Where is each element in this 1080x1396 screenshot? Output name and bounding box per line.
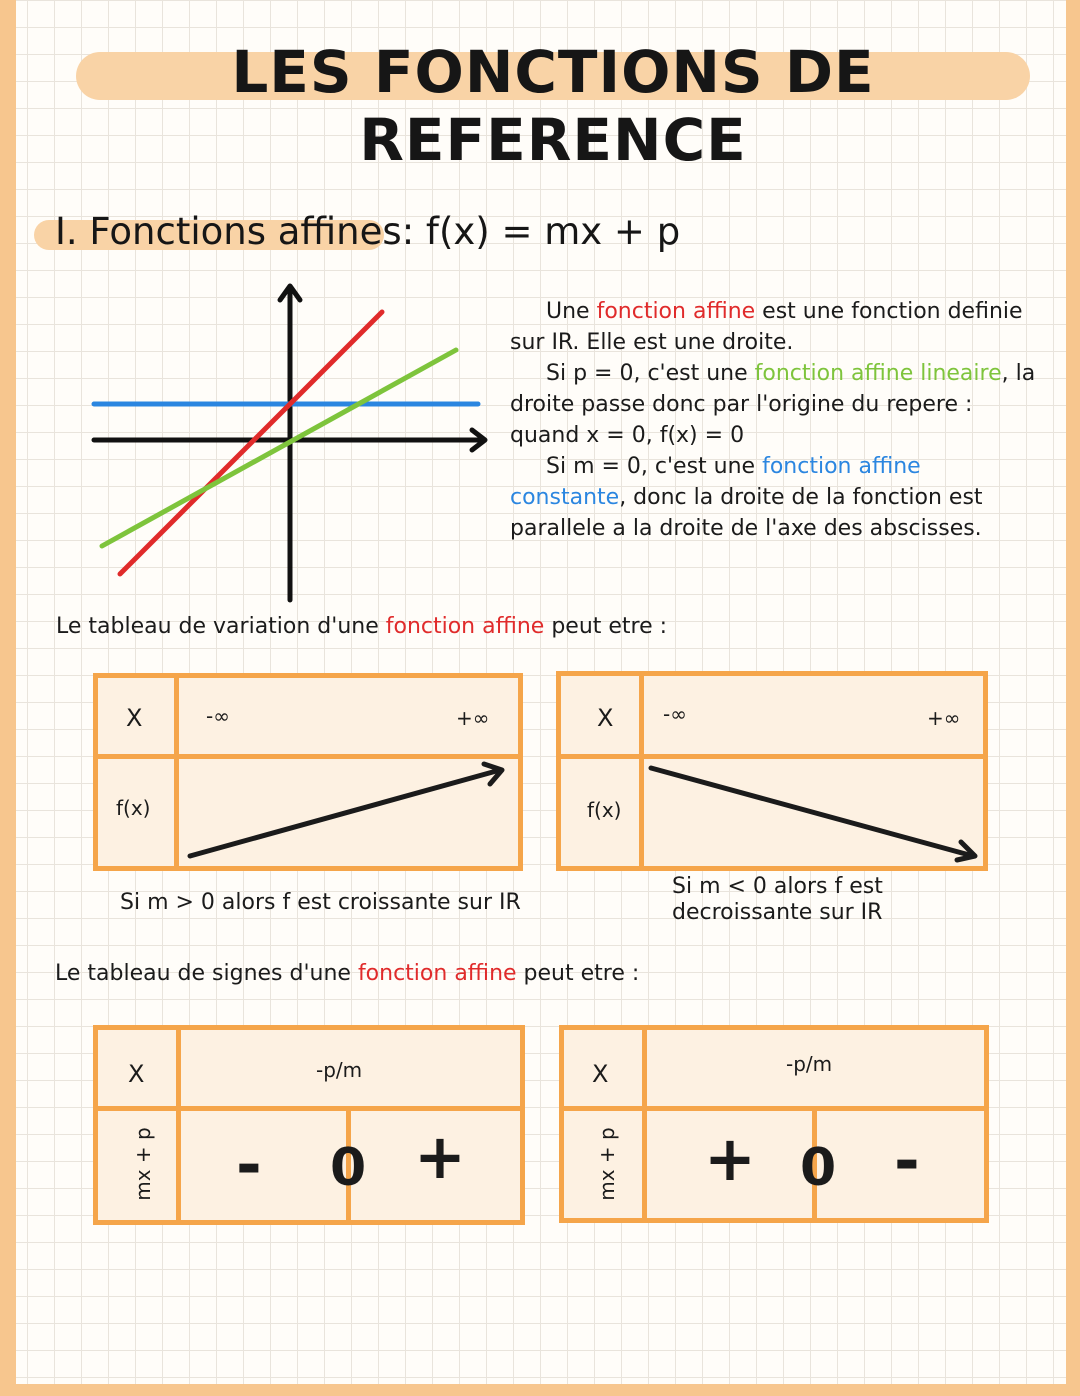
description <box>510 296 1040 544</box>
page-title: LES FONCTIONS DE REFERENCE <box>231 38 875 174</box>
x-label: X <box>126 704 143 732</box>
fx-label: f(x) <box>587 798 622 822</box>
sign-table-positive-slope <box>93 1025 525 1225</box>
row-label: mx + p <box>594 1127 619 1201</box>
variation-lead: Le tableau de variation d'une fonction affine peut etre : <box>56 614 668 639</box>
variation-table-decreasing <box>556 671 988 871</box>
sign-lead: Le tableau de signes d'une fonction affine peut etre : <box>55 961 640 986</box>
x-label: X <box>128 1060 145 1088</box>
section-title: I. Fonctions affines <box>55 210 402 253</box>
description-paragraph-3: Si m = 0, c'est une fonction affine constante, donc la droite de la fonction est parallele a la droite de l'axe des abscisses. <box>510 454 983 541</box>
zero-value: 0 <box>330 1138 367 1198</box>
minus-infinity: -∞ <box>206 704 230 728</box>
x-label: X <box>592 1060 609 1088</box>
variation-table-increasing <box>93 673 523 871</box>
minus-sign: - <box>894 1124 920 1197</box>
root-label: -p/m <box>786 1052 833 1076</box>
plus-infinity: +∞ <box>927 706 961 730</box>
zero-value: 0 <box>800 1138 837 1198</box>
term-fonction-constante: fonction affine constante <box>510 454 921 510</box>
minus-infinity: -∞ <box>663 702 687 726</box>
increasing-arrow <box>178 758 518 866</box>
x-label: X <box>597 704 614 732</box>
fx-label: f(x) <box>116 796 151 820</box>
row-label: mx + p <box>130 1127 155 1201</box>
page-border-left <box>0 0 16 1396</box>
affine-function-line <box>120 312 382 574</box>
term-fonction-affine: fonction affine <box>596 299 756 324</box>
decreasing-arrow <box>643 758 983 866</box>
sign-table-negative-slope <box>559 1025 989 1223</box>
decreasing-caption: Si m < 0 alors f est decroissante sur IR <box>672 874 883 925</box>
root-label: -p/m <box>316 1058 363 1082</box>
term-fonction-lineaire: fonction affine lineaire <box>754 361 1002 386</box>
affine-functions-graph <box>80 276 500 604</box>
plus-infinity: +∞ <box>456 706 490 730</box>
page-border-bottom <box>0 1384 1080 1396</box>
description-paragraph-1: Une fonction affine est une fonction definie sur IR. Elle est une droite. <box>510 299 1023 355</box>
description-paragraph-2: Si p = 0, c'est une fonction affine lineaire, la droite passe donc par l'origine du repere : quand x = 0, f(x) = 0 <box>510 361 1036 448</box>
page-border-right <box>1066 0 1080 1396</box>
section-heading <box>55 210 680 253</box>
minus-sign: - <box>236 1128 262 1201</box>
linear-function-line <box>102 350 456 546</box>
plus-sign: + <box>414 1120 466 1193</box>
plus-sign: + <box>704 1122 756 1195</box>
section-formula: : f(x) = mx + p <box>401 210 681 253</box>
increasing-caption: Si m > 0 alors f est croissante sur IR <box>120 890 521 915</box>
